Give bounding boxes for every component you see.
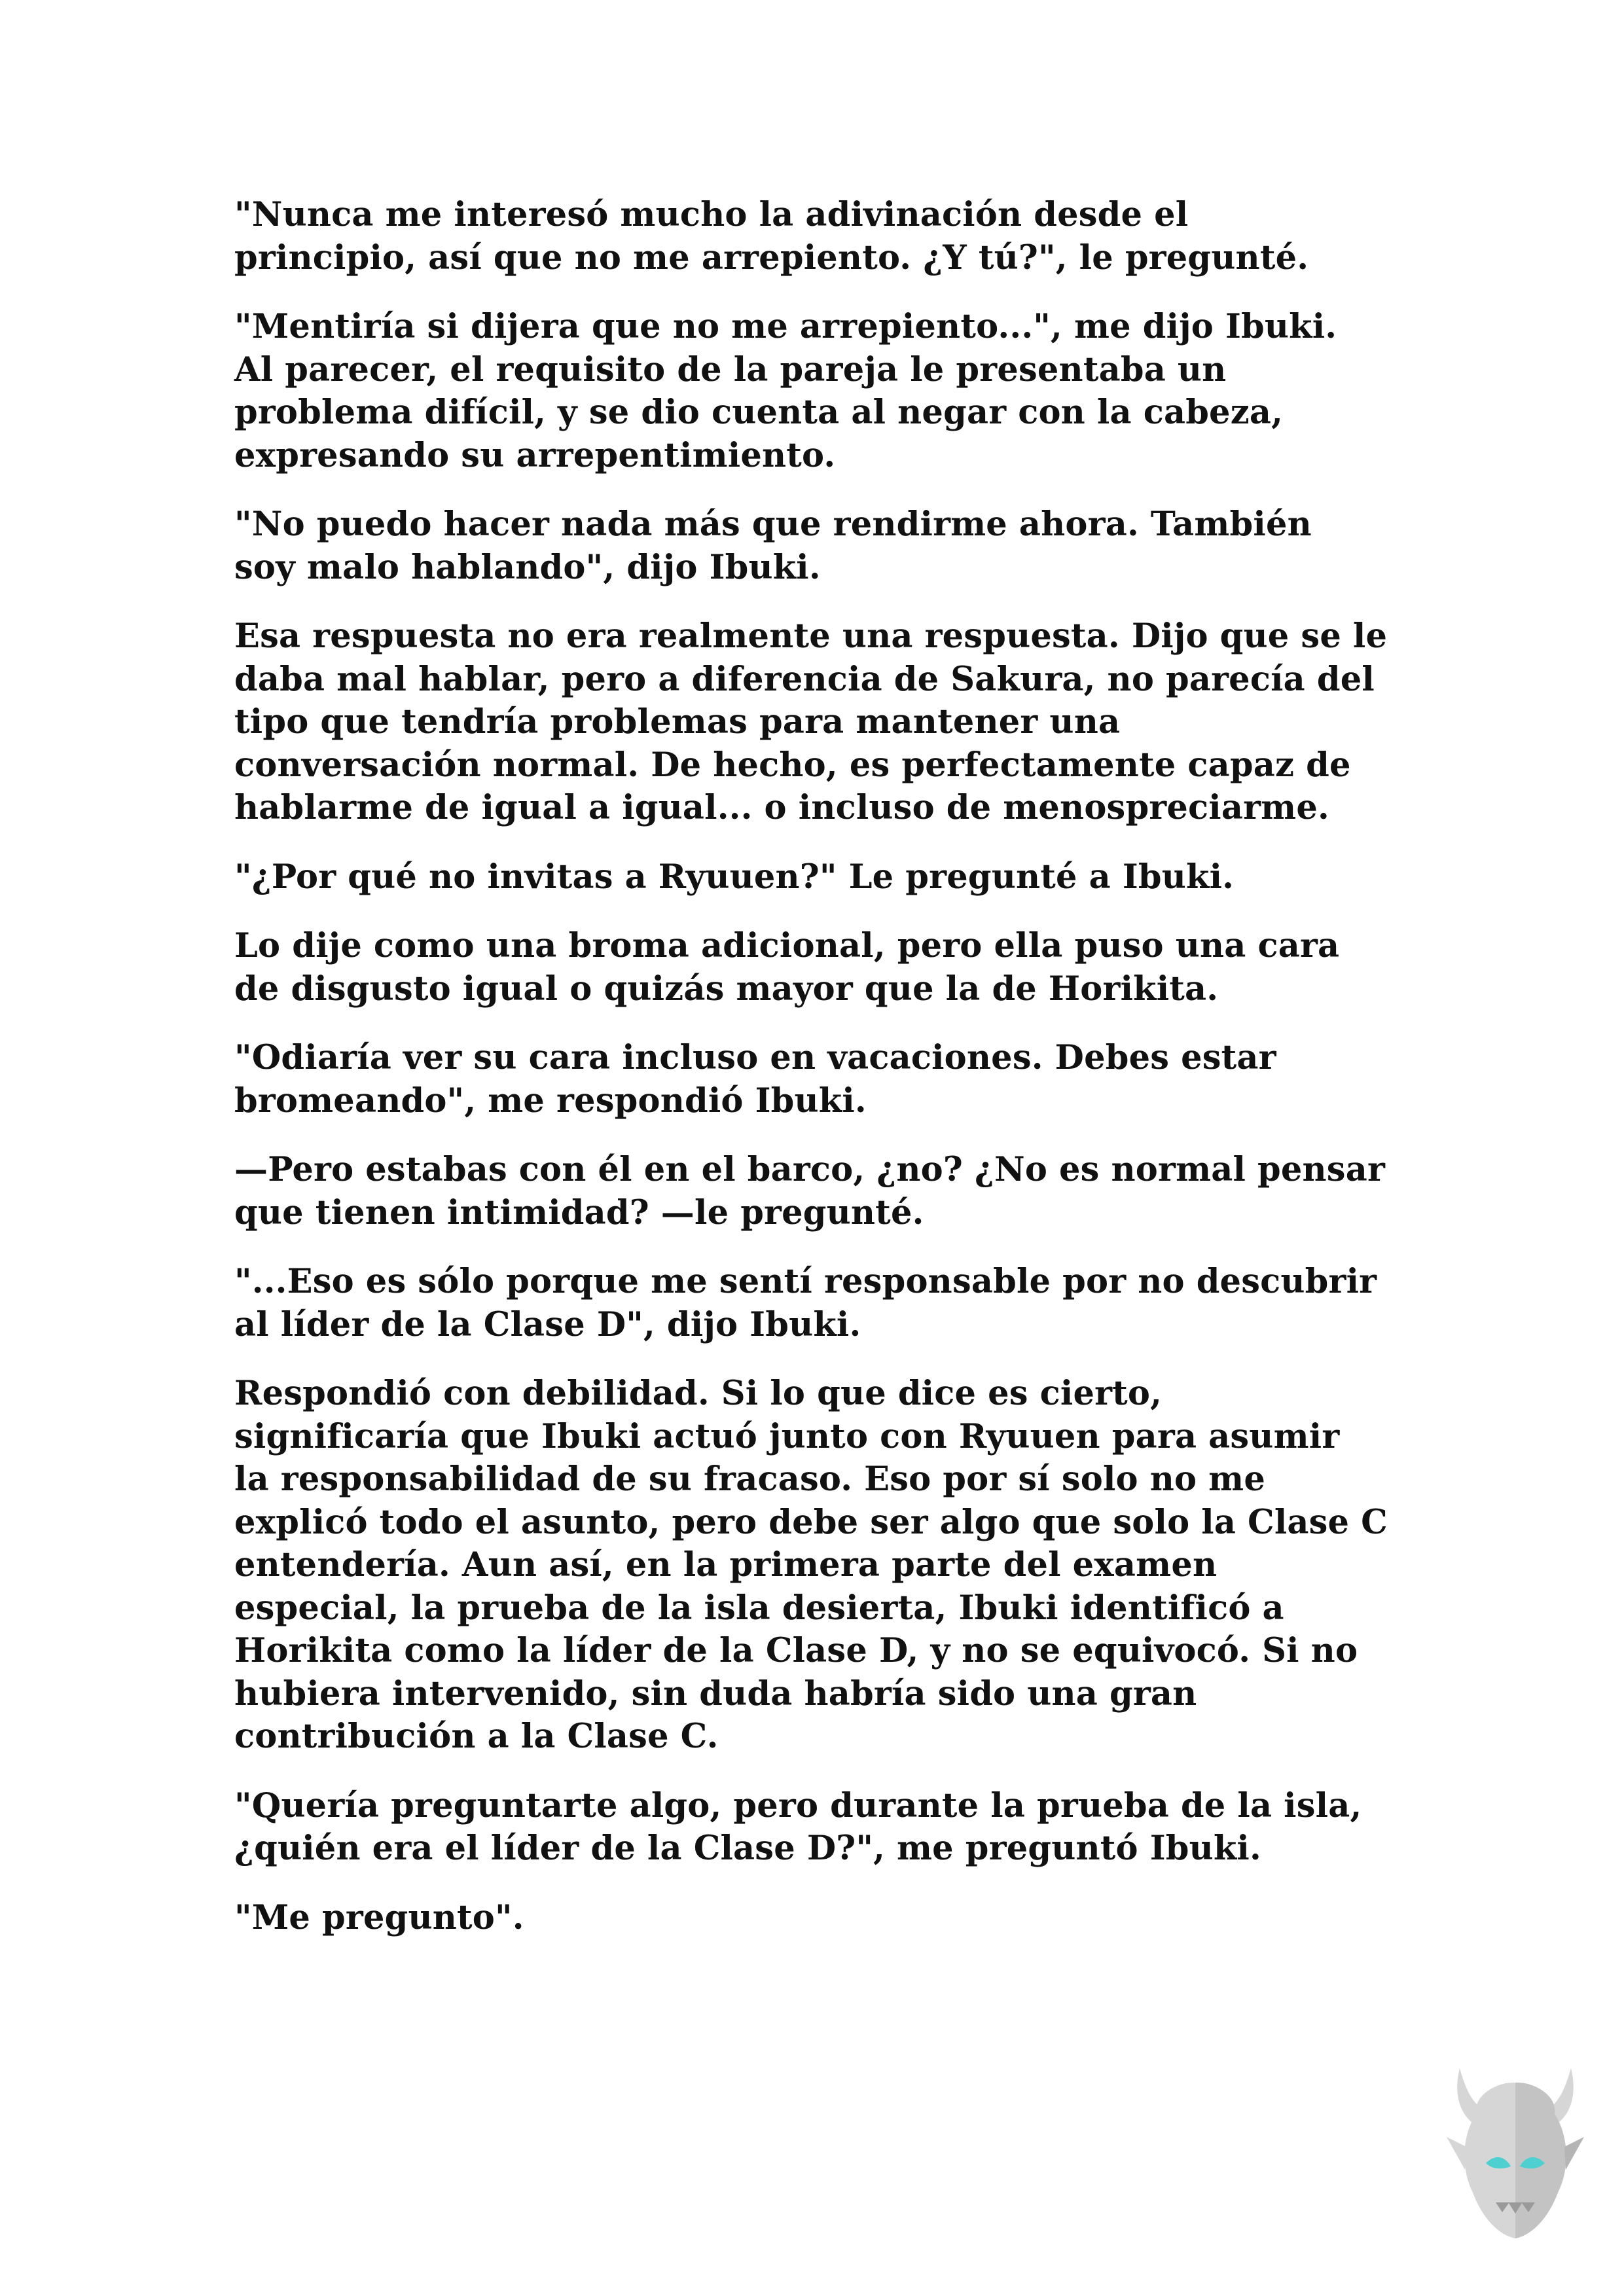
paragraph: "...Eso es sólo porque me sentí responsable por no descubrir al líder de la Clase D", dijo Ibuki. — [234, 1262, 1377, 1344]
paragraph: "Me pregunto". — [234, 1897, 524, 1937]
paragraph: "Nunca me interesó mucho la adivinación desde el principio, así que no me arrepiento. ¿Y tú?", le pregunté. — [234, 195, 1309, 278]
paragraph: "Odiaría ver su cara incluso en vacaciones. Debes estar bromeando", me respondió Ibuki. — [234, 1038, 1276, 1121]
paragraph: Lo dije como una broma adicional, pero ella puso una cara de disgusto igual o quizás mayor que la de Horikita. — [234, 926, 1340, 1009]
paragraph: Respondió con debilidad. Si lo que dice es cierto, significaría que Ibuki actuó junto con Ryuuen para asumir la responsabilidad de su fracaso. Eso por sí solo no me explicó todo el asunto, pero debe ser algo que solo la Clase C entendería. Aun así, en la primera parte del examen especial, la prueba de la isla desierta, Ibuki identificó a Horikita como la líder de la Clase D, y no se equivocó. Si no hubiera intervenido, sin duda habría sido una gran contribución a la Clase C. — [234, 1374, 1388, 1756]
paragraph: —Pero estabas con él en el barco, ¿no? ¿No es normal pensar que tienen intimidad? —le pregunté. — [234, 1150, 1386, 1232]
paragraph: Esa respuesta no era realmente una respuesta. Dijo que se le daba mal hablar, pero a diferencia de Sakura, no parecía del tipo que tendría problemas para mantener una conversación normal. De hecho, es perfectamente capaz de hablarme de igual a igual... o incluso de menospreciarme. — [234, 617, 1388, 827]
paragraph: "Quería preguntarte algo, pero durante la prueba de la isla, ¿quién era el líder de la Clase D?", me preguntó Ibuki. — [234, 1785, 1362, 1868]
paragraph: "No puedo hacer nada más que rendirme ahora. También soy malo hablando", dijo Ibuki. — [234, 505, 1312, 587]
paragraph: "¿Por qué no invitas a Ryuuen?" Le pregunté a Ibuki. — [234, 857, 1235, 897]
text-body — [234, 194, 1432, 1965]
demon-head-logo-icon — [1440, 2055, 1591, 2245]
paragraph: "Mentiría si dijera que no me arrepiento...", me dijo Ibuki. Al parecer, el requisito de la pareja le presentaba un problema difícil, y se dio cuenta al negar con la cabeza, expresando su arrepentimiento. — [234, 307, 1337, 475]
